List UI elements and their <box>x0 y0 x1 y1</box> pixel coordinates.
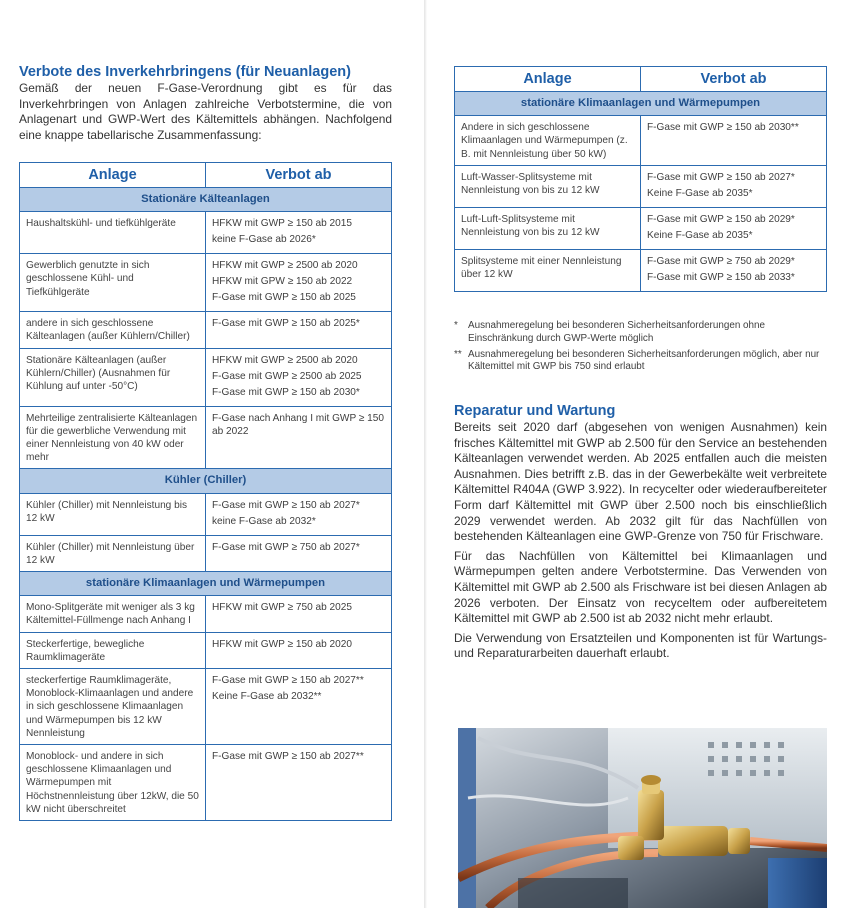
footnote-mark: * <box>454 320 458 331</box>
verbot-line: HFKW mit GWP ≥ 150 ab 2015 <box>212 218 352 230</box>
verbot-line: F-Gase mit GWP ≥ 2500 ab 2025 <box>212 370 362 382</box>
intro-text: Gemäß der neuen F-Gase-Verordnung gibt es für das Inverkehrbringen von Anlagen zahlreiche Verbotstermine, die von Anlagenart und GWP-Wert des Kältemittels abhängen. Nachfolgend eine knappe tabellarische Zusammenfassung: <box>19 81 392 142</box>
verbot-cell <box>206 632 392 668</box>
verbot-cell <box>641 116 827 166</box>
verbot-line: Keine F-Gase ab 2035* <box>647 229 753 241</box>
verbot-line: F-Gase nach Anhang I mit GWP ≥ 150 ab 2022 <box>212 412 384 437</box>
verbot-line: HFKW mit GWP ≥ 2500 ab 2020 <box>212 260 358 272</box>
table-row <box>20 406 392 469</box>
verbot-cell <box>641 207 827 249</box>
verbot-line: keine F-Gase ab 2026* <box>212 234 316 246</box>
verbot-line: F-Gase mit GWP ≥ 150 ab 2025* <box>212 318 360 330</box>
table-row <box>20 212 392 254</box>
verbot-cell <box>206 596 392 632</box>
ban-table-right <box>454 66 827 292</box>
anlage-cell: Stationäre Kälteanlagen (außer Kühlern/Chiller) (Ausnahmen für Kühlung auf unter -50°C) <box>20 348 206 406</box>
table-row <box>455 165 827 207</box>
verbot-cell <box>206 669 392 745</box>
repair-paragraph: Bereits seit 2020 darf (abgesehen von wenigen Ausnahmen) kein frisches Kältemittel mit GWP ab 2.500 für den Service an bestehenden Kälteanlagen verwendet werden. Ab 2025 entfallen auch die meisten Ausnahmen. Dies betrifft z.B. das in der Gewerbekälte weit verbreitete Kältemittel R404A (GWP 3.922). In recycelter oder wiederaufbereiteter Form darf Kältemittel mit GWP über 2.500 noch bis einschließlich 2029 verwendet werden. Ab 2032 gilt für das Nachfüllen von bestehenden Kälteanlagen eine GWP-Grenze von 750 für Frischware. <box>454 420 827 544</box>
verbot-line: F-Gase mit GWP ≥ 150 ab 2027* <box>647 171 795 183</box>
verbot-line: Keine F-Gase ab 2035* <box>647 187 753 199</box>
col-header-verbot: Verbot ab <box>206 163 392 188</box>
anlage-cell: andere in sich geschlossene Kälteanlagen (außer Kühlern/Chiller) <box>20 312 206 348</box>
verbot-cell <box>206 745 392 821</box>
verbot-cell <box>206 312 392 348</box>
verbot-line: HFKW mit GWP ≥ 150 ab 2020 <box>212 638 352 650</box>
verbot-cell <box>206 493 392 535</box>
footnotes <box>454 320 827 377</box>
anlage-cell: Gewerblich genutzte in sich geschlossene Kühl- und Tiefkühlgeräte <box>20 254 206 312</box>
table-row <box>20 312 392 348</box>
anlage-cell: Luft-Luft-Splitsysteme mit Nennleistung von bis zu 12 kW <box>455 207 641 249</box>
table-row <box>20 596 392 632</box>
anlage-cell: Splitsysteme mit einer Nennleistung über 12 kW <box>455 249 641 291</box>
verbot-line: keine F-Gase ab 2032* <box>212 515 316 527</box>
footnote-mark: ** <box>454 348 462 360</box>
repair-paragraph: Die Verwendung von Ersatzteilen und Komponenten ist für Wartungs- und Reparaturarbeiten dauerhaft erlaubt. <box>454 630 827 661</box>
footnote <box>454 349 827 375</box>
verbot-line: F-Gase mit GWP ≥ 150 ab 2033* <box>647 271 795 283</box>
intro-heading: Verbote des Inverkehrbringens (für Neuanlagen) <box>19 64 351 80</box>
table-row <box>20 254 392 312</box>
verbot-line: F-Gase mit GWP ≥ 150 ab 2027** <box>212 675 364 687</box>
verbot-line: HFKW mit GPW ≥ 150 ab 2022 <box>212 276 353 288</box>
verbot-line: F-Gase mit GWP ≥ 750 ab 2027* <box>212 541 360 553</box>
verbot-line: F-Gase mit GWP ≥ 150 ab 2030* <box>212 386 360 398</box>
ban-table-left <box>19 162 392 821</box>
footnote-text: Ausnahmeregelung bei besonderen Sicherheitsanforderungen möglich, aber nur Kältemittel mit GWP bis 750 sind erlaubt <box>468 348 820 373</box>
verbot-line: F-Gase mit GWP ≥ 150 ab 2027* <box>212 499 360 511</box>
table-row <box>20 745 392 821</box>
anlage-cell: Steckerfertige, bewegliche Raumklimageräte <box>20 632 206 668</box>
footnote-text: Ausnahmeregelung bei besonderen Sicherheitsanforderungen ohne Einschränkung durch GWP-Werte möglich <box>468 320 766 344</box>
verbot-cell <box>206 254 392 312</box>
table-row <box>20 348 392 406</box>
verbot-cell <box>206 535 392 571</box>
anlage-cell: Andere in sich geschlossene Klimaanlagen und Wärmepumpen (z. B. mit Nennleistung über 50 kW) <box>455 116 641 166</box>
verbot-line: Keine F-Gase ab 2032** <box>212 691 322 703</box>
col-header-anlage: Anlage <box>20 163 206 188</box>
anlage-cell: Luft-Wasser-Splitsysteme mit Nennleistung von bis zu 12 kW <box>455 165 641 207</box>
anlage-cell: Monoblock- und andere in sich geschlossene Klimaanlagen und Wärmepumpen mit Höchstnennleistung über 12kW, die 50 kW nicht überschreitet <box>20 745 206 821</box>
verbot-cell <box>641 249 827 291</box>
repair-heading: Reparatur und Wartung <box>454 403 616 419</box>
col-header-verbot: Verbot ab <box>641 67 827 92</box>
anlage-cell: Kühler (Chiller) mit Nennleistung über 12 kW <box>20 535 206 571</box>
table-section-header: Kühler (Chiller) <box>20 469 392 493</box>
table-row <box>455 249 827 291</box>
anlage-cell: steckerfertige Raumklimageräte, Monoblock-Klimaanlagen und andere in sich geschlossene Klimaanlagen und Wärmepumpen bis 12 kW Nennleistung <box>20 669 206 745</box>
verbot-cell <box>206 212 392 254</box>
verbot-line: F-Gase mit GWP ≥ 150 ab 2025 <box>212 292 356 304</box>
intro-section <box>19 64 392 143</box>
table-section-header: Stationäre Kälteanlagen <box>20 188 392 212</box>
footnote <box>454 320 827 346</box>
table-row <box>20 535 392 571</box>
col-header-anlage: Anlage <box>455 67 641 92</box>
refrigerant-valve-photo <box>458 728 827 908</box>
verbot-cell <box>206 348 392 406</box>
repair-paragraph: Für das Nachfüllen von Kältemittel bei Klimaanlagen und Wärmepumpen gelten andere Verbotstermine. Das Verwenden von Kältemittel mit GWP ab 2.500 als Frischware ist bei diesen Anlagen ab 2026 verboten. Der Einsatz von recyceltem oder aufbereitetem Kältemittel mit GWP ab 2.500 ist ab 2032 nicht mehr erlaubt. <box>454 548 827 626</box>
verbot-cell <box>641 165 827 207</box>
verbot-line: HFKW mit GWP ≥ 2500 ab 2020 <box>212 354 358 366</box>
anlage-cell: Haushaltskühl- und tiefkühlgeräte <box>20 212 206 254</box>
table-row <box>20 632 392 668</box>
verbot-line: HFKW mit GWP ≥ 750 ab 2025 <box>212 602 352 614</box>
verbot-line: F-Gase mit GWP ≥ 750 ab 2029* <box>647 255 795 267</box>
repair-section <box>454 403 827 666</box>
table-row <box>20 493 392 535</box>
table-section-header: stationäre Klimaanlagen und Wärmepumpen <box>20 572 392 596</box>
anlage-cell: Mono-Splitgeräte mit weniger als 3 kg Kältemittel-Füllmenge nach Anhang I <box>20 596 206 632</box>
verbot-line: F-Gase mit GWP ≥ 150 ab 2030** <box>647 122 799 134</box>
verbot-line: F-Gase mit GWP ≥ 150 ab 2029* <box>647 213 795 225</box>
anlage-cell: Kühler (Chiller) mit Nennleistung bis 12 kW <box>20 493 206 535</box>
table-row <box>455 207 827 249</box>
verbot-cell <box>206 406 392 469</box>
table-row <box>455 116 827 166</box>
table-section-header: stationäre Klimaanlagen und Wärmepumpen <box>455 92 827 116</box>
verbot-line: F-Gase mit GWP ≥ 150 ab 2027** <box>212 751 364 763</box>
anlage-cell: Mehrteilige zentralisierte Kälteanlagen für die gewerbliche Verwendung mit einer Nennleistung von 40 kW oder mehr <box>20 406 206 469</box>
table-row <box>20 669 392 745</box>
